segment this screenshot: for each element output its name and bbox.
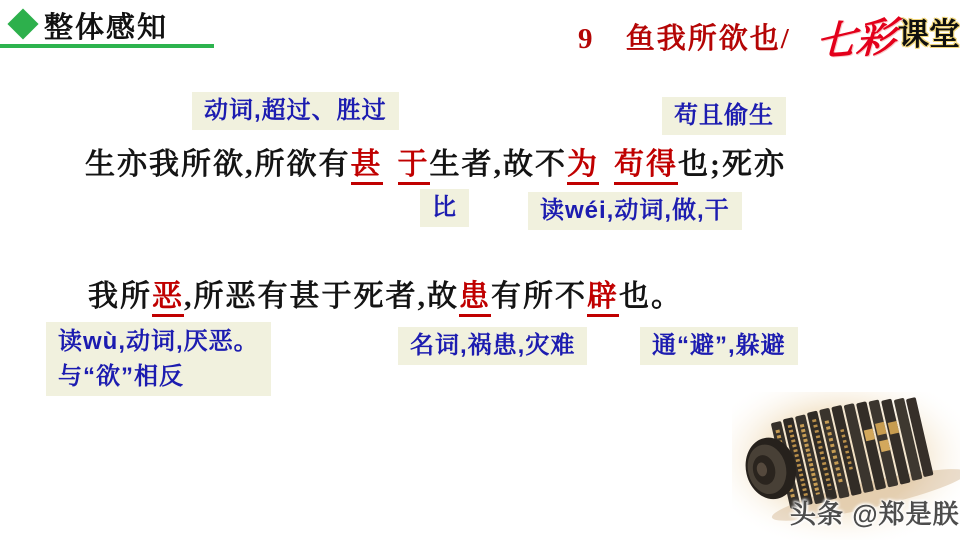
diamond-bullet-icon xyxy=(7,8,38,39)
annotation-bi: 比 xyxy=(420,189,469,227)
annotation-goude-meaning: 苟且偷生 xyxy=(662,97,786,135)
highlighted-word-yu: 于 xyxy=(398,148,430,185)
annotation-wu-line2: 与“欲”相反 xyxy=(58,363,184,390)
annotation-wu-reading xyxy=(46,322,271,396)
annotation-bi-meaning: 通“避”,躲避 xyxy=(640,327,798,365)
text-segment: ,所恶有甚于死者,故 xyxy=(184,280,459,313)
text-segment: 有所不 xyxy=(491,280,587,313)
text-segment: 生者,故不 xyxy=(429,148,567,181)
lesson-title xyxy=(578,16,791,57)
classic-text-line2 xyxy=(88,271,683,315)
text-segment: 也;死亦 xyxy=(678,148,786,181)
brand-logo-qicai: 七彩 xyxy=(815,14,897,65)
brand-logo xyxy=(816,8,960,65)
lesson-number: 9 xyxy=(578,23,593,55)
text-segment: 也。 xyxy=(619,280,683,313)
text-segment: 生亦我所欲,所欲有 xyxy=(85,148,351,181)
highlighted-word-wu: 恶 xyxy=(152,280,184,317)
annotation-shen-meaning: 动词,超过、胜过 xyxy=(192,92,399,130)
highlighted-word-wei: 为 xyxy=(567,148,599,185)
brand-logo-ketang: 课堂 xyxy=(898,17,960,52)
annotation-wei-reading: 读wéi,动词,做,干 xyxy=(528,192,742,230)
watermark-text: 头条 @郑是朕 xyxy=(790,499,960,529)
highlighted-word-shen: 甚 xyxy=(351,148,383,185)
highlighted-word-goude: 苟得 xyxy=(614,148,678,185)
annotation-huan-meaning: 名词,祸患,灾难 xyxy=(398,327,587,365)
annotation-wu-line1: 读wù,动词,厌恶。 xyxy=(58,328,259,355)
highlighted-word-bi: 辟 xyxy=(587,280,619,317)
classic-text-line1 xyxy=(85,139,786,183)
section-title-underline xyxy=(0,44,214,48)
highlighted-word-huan: 患 xyxy=(459,280,491,317)
text-segment: 我所 xyxy=(88,280,152,313)
section-title: 整体感知 xyxy=(44,12,169,44)
lesson-name: 鱼我所欲也/ xyxy=(625,23,791,55)
